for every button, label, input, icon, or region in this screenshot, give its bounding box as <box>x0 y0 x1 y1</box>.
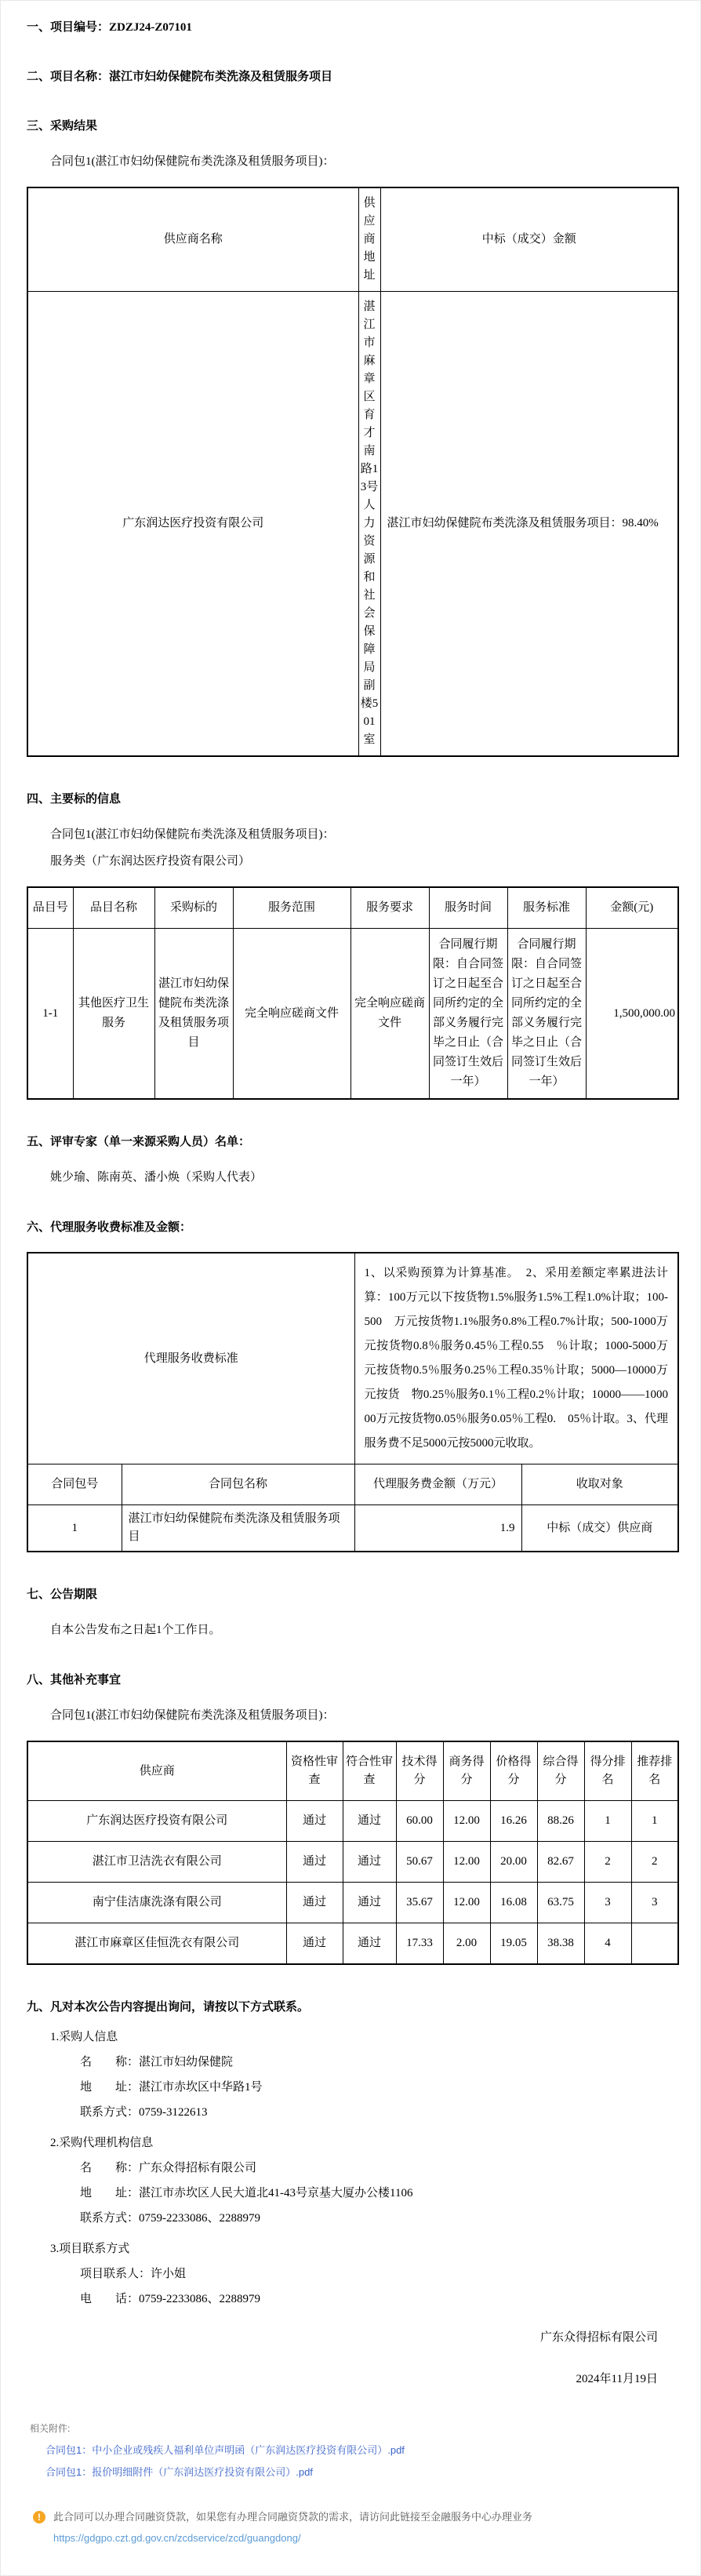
purchaser-address: 地 址：湛江市赤坎区中华路1号 <box>80 2081 263 2094</box>
business-score-cell: 12.00 <box>443 1801 490 1842</box>
supplier-cell: 南宁佳洁康洗涤有限公司 <box>27 1883 286 1923</box>
table-row <box>27 1253 678 1464</box>
business-score-cell: 12.00 <box>443 1842 490 1883</box>
signature-date: 2024年11月19日 <box>576 2373 658 2385</box>
section-7-heading: 七、公告期限 <box>27 1588 98 1601</box>
col-recommend-rank: 推荐排名 <box>631 1741 678 1801</box>
subject-cell: 湛江市妇幼保健院布类洗涤及租赁服务项目 <box>154 929 233 1100</box>
col-package-name: 合同包名称 <box>122 1464 354 1505</box>
col-fee-payer: 收取对象 <box>521 1464 678 1505</box>
col-service-scope: 服务范围 <box>233 887 350 929</box>
col-service-requirement: 服务要求 <box>350 887 429 929</box>
conformity-cell: 通过 <box>343 1923 396 1965</box>
col-service-time: 服务时间 <box>429 887 507 929</box>
fee-standard-text-cell: 1、以采购预算为计算基准。 2、采用差额定率累进法计算：100万元以下按货物1.5%服务1.5%工程1.0%计取；100-500 万元按货物1.1%服务0.8%工程0.7%计取；500-1000万元按货物0.8％服务0.45％工程0.55 ％计取；1000-5000万元按货物0.5％服务0.25％工程0.35％计取；5000—10000万元按货 物0.25％服务0.1％工程0.2％计取；10000——100000万元按货物0.05％服务0.05％工程0. 05％计取。3、代理服务费不足5000元按5000元收取。 <box>354 1253 678 1464</box>
score-rank-cell: 3 <box>584 1883 631 1923</box>
table-header-row <box>27 1464 678 1505</box>
section-9-heading: 九、凡对本次公告内容提出询问，请按以下方式联系。 <box>27 2001 310 2014</box>
recommend-rank-cell: 1 <box>631 1801 678 1842</box>
recommend-rank-cell: 3 <box>631 1883 678 1923</box>
attachment-link-1[interactable]: 合同包1：中小企业或残疾人福利单位声明函（广东润达医疗投资有限公司）.pdf <box>45 2444 405 2456</box>
section-4-heading: 四、主要标的信息 <box>27 793 122 806</box>
experts-list: 姚少瑜、陈南英、潘小焕（采购人代表） <box>50 1171 263 1184</box>
business-score-cell: 12.00 <box>443 1883 490 1923</box>
table-row <box>27 292 678 757</box>
table-row <box>27 929 678 1100</box>
purchaser-contact: 联系方式：0759-3122613 <box>80 2106 208 2119</box>
package-no-cell: 1 <box>27 1505 122 1552</box>
service-time-cell: 合同履行期限：自合同签订之日起至合同所约定的全部义务履行完毕之日止（合同签订生效后一年） <box>429 929 507 1100</box>
section-5-heading: 五、评审专家（单一来源采购人员）名单： <box>27 1136 251 1148</box>
business-score-cell: 2.00 <box>443 1923 490 1965</box>
section-6-heading: 六、代理服务收费标准及金额： <box>27 1221 192 1234</box>
purchaser-info-title: 1.采购人信息 <box>50 2031 118 2043</box>
col-supplier-name: 供应商名称 <box>27 187 358 292</box>
col-fee-amount: 代理服务费金额（万元） <box>354 1464 521 1505</box>
col-supplier: 供应商 <box>27 1741 286 1801</box>
col-price-score: 价格得分 <box>490 1741 537 1801</box>
table-header-row <box>27 187 678 292</box>
package-name-cell: 湛江市妇幼保健院布类洗涤及租赁服务项目 <box>122 1505 354 1552</box>
score-rank-cell: 1 <box>584 1801 631 1842</box>
signature-company: 广东众得招标有限公司 <box>539 2331 658 2344</box>
project-contact-person: 项目联系人：许小姐 <box>80 2268 187 2280</box>
item-name-cell: 其他医疗卫生服务 <box>73 929 154 1100</box>
project-contact-phone: 电 话：0759-2233086、2288979 <box>80 2293 260 2305</box>
section-1-heading: 一、项目编号：ZDZJ24-Z07101 <box>27 21 192 34</box>
qualification-cell: 通过 <box>286 1842 343 1883</box>
conformity-cell: 通过 <box>343 1801 396 1842</box>
fee-amount-cell: 1.9 <box>354 1505 521 1552</box>
col-service-standard: 服务标准 <box>507 887 586 929</box>
price-score-cell: 16.08 <box>490 1883 537 1923</box>
finance-notice-row <box>33 2510 677 2524</box>
col-item-name: 品目名称 <box>73 887 154 929</box>
attachment-link-2[interactable]: 合同包1：报价明细附件（广东润达医疗投资有限公司）.pdf <box>45 2466 313 2478</box>
procurement-result-table <box>27 187 679 757</box>
total-score-cell: 38.38 <box>537 1923 584 1965</box>
supplier-address-cell: 湛江市麻章区育才南路13号人力资源和社会保障局副楼501室 <box>358 292 380 757</box>
section-3-package-line: 合同包1(湛江市妇幼保健院布类洗涤及租赁服务项目)： <box>50 155 335 168</box>
col-total-score: 综合得分 <box>537 1741 584 1801</box>
col-business-score: 商务得分 <box>443 1741 490 1801</box>
supplier-cell: 广东润达医疗投资有限公司 <box>27 1801 286 1842</box>
score-table <box>27 1741 679 1965</box>
section-4-service-line: 服务类（广东润达医疗投资有限公司） <box>50 855 251 868</box>
col-technical-score: 技术得分 <box>396 1741 443 1801</box>
score-rank-cell: 4 <box>584 1923 631 1965</box>
technical-score-cell: 60.00 <box>396 1801 443 1842</box>
agency-address: 地 址：湛江市赤坎区人民大道北41-43号京基大厦办公楼1106 <box>80 2187 413 2199</box>
subject-matter-table <box>27 886 679 1100</box>
table-row <box>27 1923 678 1965</box>
supplier-name-cell: 广东润达医疗投资有限公司 <box>27 292 358 757</box>
footer-area <box>27 2421 677 2544</box>
purchaser-name: 名 称：湛江市妇幼保健院 <box>80 2056 234 2068</box>
amount-cell: 1,500,000.00 <box>586 929 678 1100</box>
section-8-package-line: 合同包1(湛江市妇幼保健院布类洗涤及租赁服务项目)： <box>50 1709 335 1722</box>
qualification-cell: 通过 <box>286 1883 343 1923</box>
fee-standard-label-cell: 代理服务收费标准 <box>27 1253 354 1464</box>
total-score-cell: 88.26 <box>537 1801 584 1842</box>
finance-service-url-link[interactable]: https://gdgpo.czt.gd.gov.cn/zcdservice/zcd/guangdong/ <box>53 2532 301 2544</box>
supplier-cell: 湛江市麻章区佳恒洗衣有限公司 <box>27 1923 286 1965</box>
table-row <box>27 1505 678 1552</box>
technical-score-cell: 35.67 <box>396 1883 443 1923</box>
service-standard-cell: 合同履行期限：自合同签订之日起至合同所约定的全部义务履行完毕之日止（合同签订生效后一年） <box>507 929 586 1100</box>
agency-contact: 联系方式：0759-2233086、2288979 <box>80 2212 260 2225</box>
total-score-cell: 63.75 <box>537 1883 584 1923</box>
score-rank-cell: 2 <box>584 1842 631 1883</box>
col-conformity-review: 符合性审查 <box>343 1741 396 1801</box>
supplier-cell: 湛江市卫洁洗衣有限公司 <box>27 1842 286 1883</box>
award-amount-cell: 湛江市妇幼保健院布类洗涤及租赁服务项目：98.40% <box>380 292 678 757</box>
item-no-cell: 1-1 <box>27 929 73 1100</box>
table-row <box>27 1842 678 1883</box>
section-3-heading: 三、采购结果 <box>27 120 98 133</box>
col-qualification-review: 资格性审查 <box>286 1741 343 1801</box>
section-8-heading: 八、其他补充事宜 <box>27 1674 122 1686</box>
total-score-cell: 82.67 <box>537 1842 584 1883</box>
col-subject: 采购标的 <box>154 887 233 929</box>
col-score-rank: 得分排名 <box>584 1741 631 1801</box>
service-scope-cell: 完全响应磋商文件 <box>233 929 350 1100</box>
table-row <box>27 1801 678 1842</box>
attachments-label: 相关附件: <box>30 2423 71 2434</box>
col-amount: 金额(元) <box>586 887 678 929</box>
col-supplier-address: 供应商地址 <box>358 187 380 292</box>
agency-fee-table <box>27 1252 679 1552</box>
qualification-cell: 通过 <box>286 1923 343 1965</box>
price-score-cell: 16.26 <box>490 1801 537 1842</box>
col-package-no: 合同包号 <box>27 1464 122 1505</box>
table-header-row <box>27 887 678 929</box>
col-award-amount: 中标（成交）金额 <box>380 187 678 292</box>
section-2-heading: 二、项目名称：湛江市妇幼保健院布类洗涤及租赁服务项目 <box>27 71 333 83</box>
price-score-cell: 19.05 <box>490 1923 537 1965</box>
section-4-package-line: 合同包1(湛江市妇幼保健院布类洗涤及租赁服务项目)： <box>50 828 335 841</box>
service-requirement-cell: 完全响应磋商文件 <box>350 929 429 1100</box>
table-header-row <box>27 1741 678 1801</box>
col-item-no: 品目号 <box>27 887 73 929</box>
warning-icon: ! <box>33 2511 45 2523</box>
fee-payer-cell: 中标（成交）供应商 <box>521 1505 678 1552</box>
table-row <box>27 1883 678 1923</box>
price-score-cell: 20.00 <box>490 1842 537 1883</box>
project-contact-title: 3.项目联系方式 <box>50 2243 130 2255</box>
recommend-rank-cell: 2 <box>631 1842 678 1883</box>
conformity-cell: 通过 <box>343 1842 396 1883</box>
technical-score-cell: 50.67 <box>396 1842 443 1883</box>
conformity-cell: 通过 <box>343 1883 396 1923</box>
agency-info-title: 2.采购代理机构信息 <box>50 2137 154 2149</box>
finance-notice-text: 此合同可以办理合同融资贷款，如果您有办理合同融资贷款的需求，请访问此链接至金融服务中心办理业务 <box>53 2511 533 2523</box>
technical-score-cell: 17.33 <box>396 1923 443 1965</box>
announcement-period: 自本公告发布之日起1个工作日。 <box>50 1624 221 1636</box>
agency-name: 名 称：广东众得招标有限公司 <box>80 2162 257 2174</box>
recommend-rank-cell <box>631 1923 678 1965</box>
qualification-cell: 通过 <box>286 1801 343 1842</box>
